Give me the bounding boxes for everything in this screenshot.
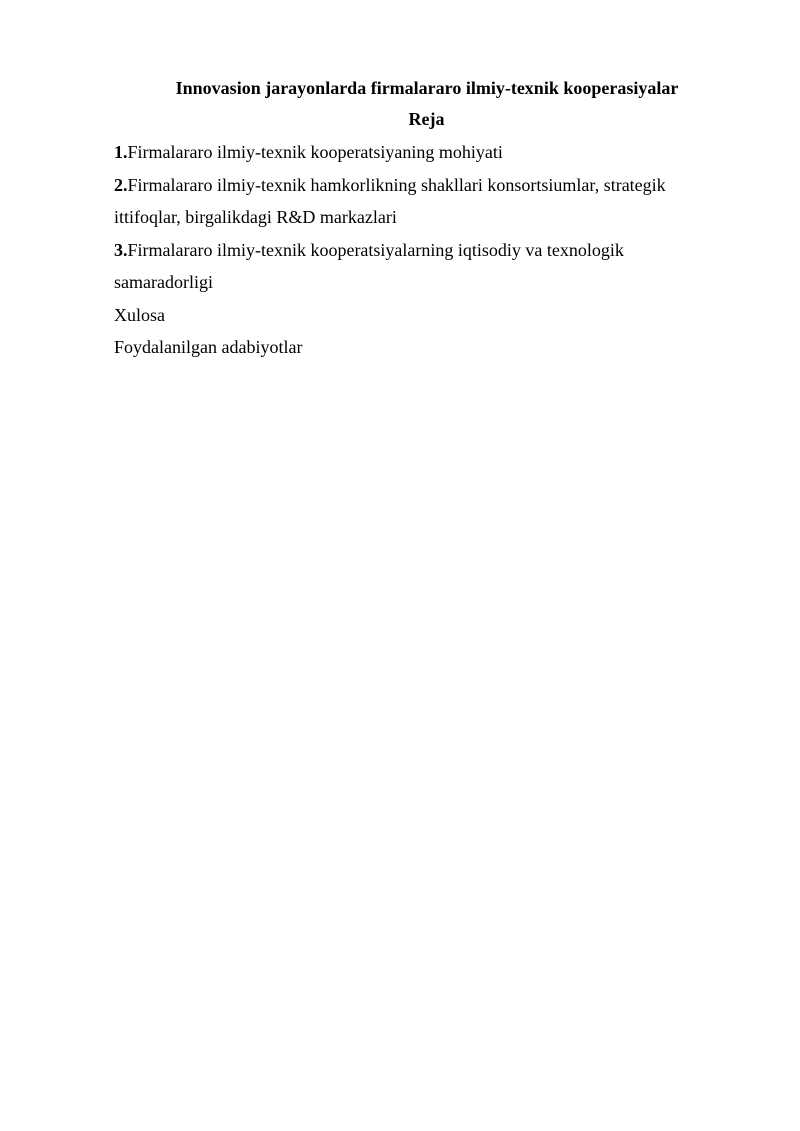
plan-item-1-number: 1. [114,142,128,162]
plan-item-3-number: 3. [114,239,128,260]
plan-item-2 [114,169,694,202]
document-title: Innovasion jarayonlarda firmalararo ilmiy-texnik kooperasiyalar [175,78,679,98]
document-content [114,74,694,364]
plan-item-1 [114,136,694,169]
references-item: Foydalanilgan adabiyotlar [114,337,303,357]
plan-item-2-text: Firmalararo ilmiy-texnik hamkorlikning shakllari konsortsiumlar, strategik [127,174,666,195]
conclusion-item: Xulosa [114,304,165,325]
plan-item-2-continuation: ittifoqlar, birgalikdagi R&D markazlari [114,207,397,227]
plan-item-2-number: 2. [114,174,128,195]
plan-heading: Reja [408,109,445,129]
plan-item-3-text: Firmalararo ilmiy-texnik kooperatsiyalarning iqtisodiy va texnologik [127,239,624,260]
plan-item-3 [114,234,694,267]
plan-item-1-text: Firmalararo ilmiy-texnik kooperatsiyaning mohiyati [127,142,503,162]
plan-item-3-continuation: samaradorligi [114,272,213,292]
